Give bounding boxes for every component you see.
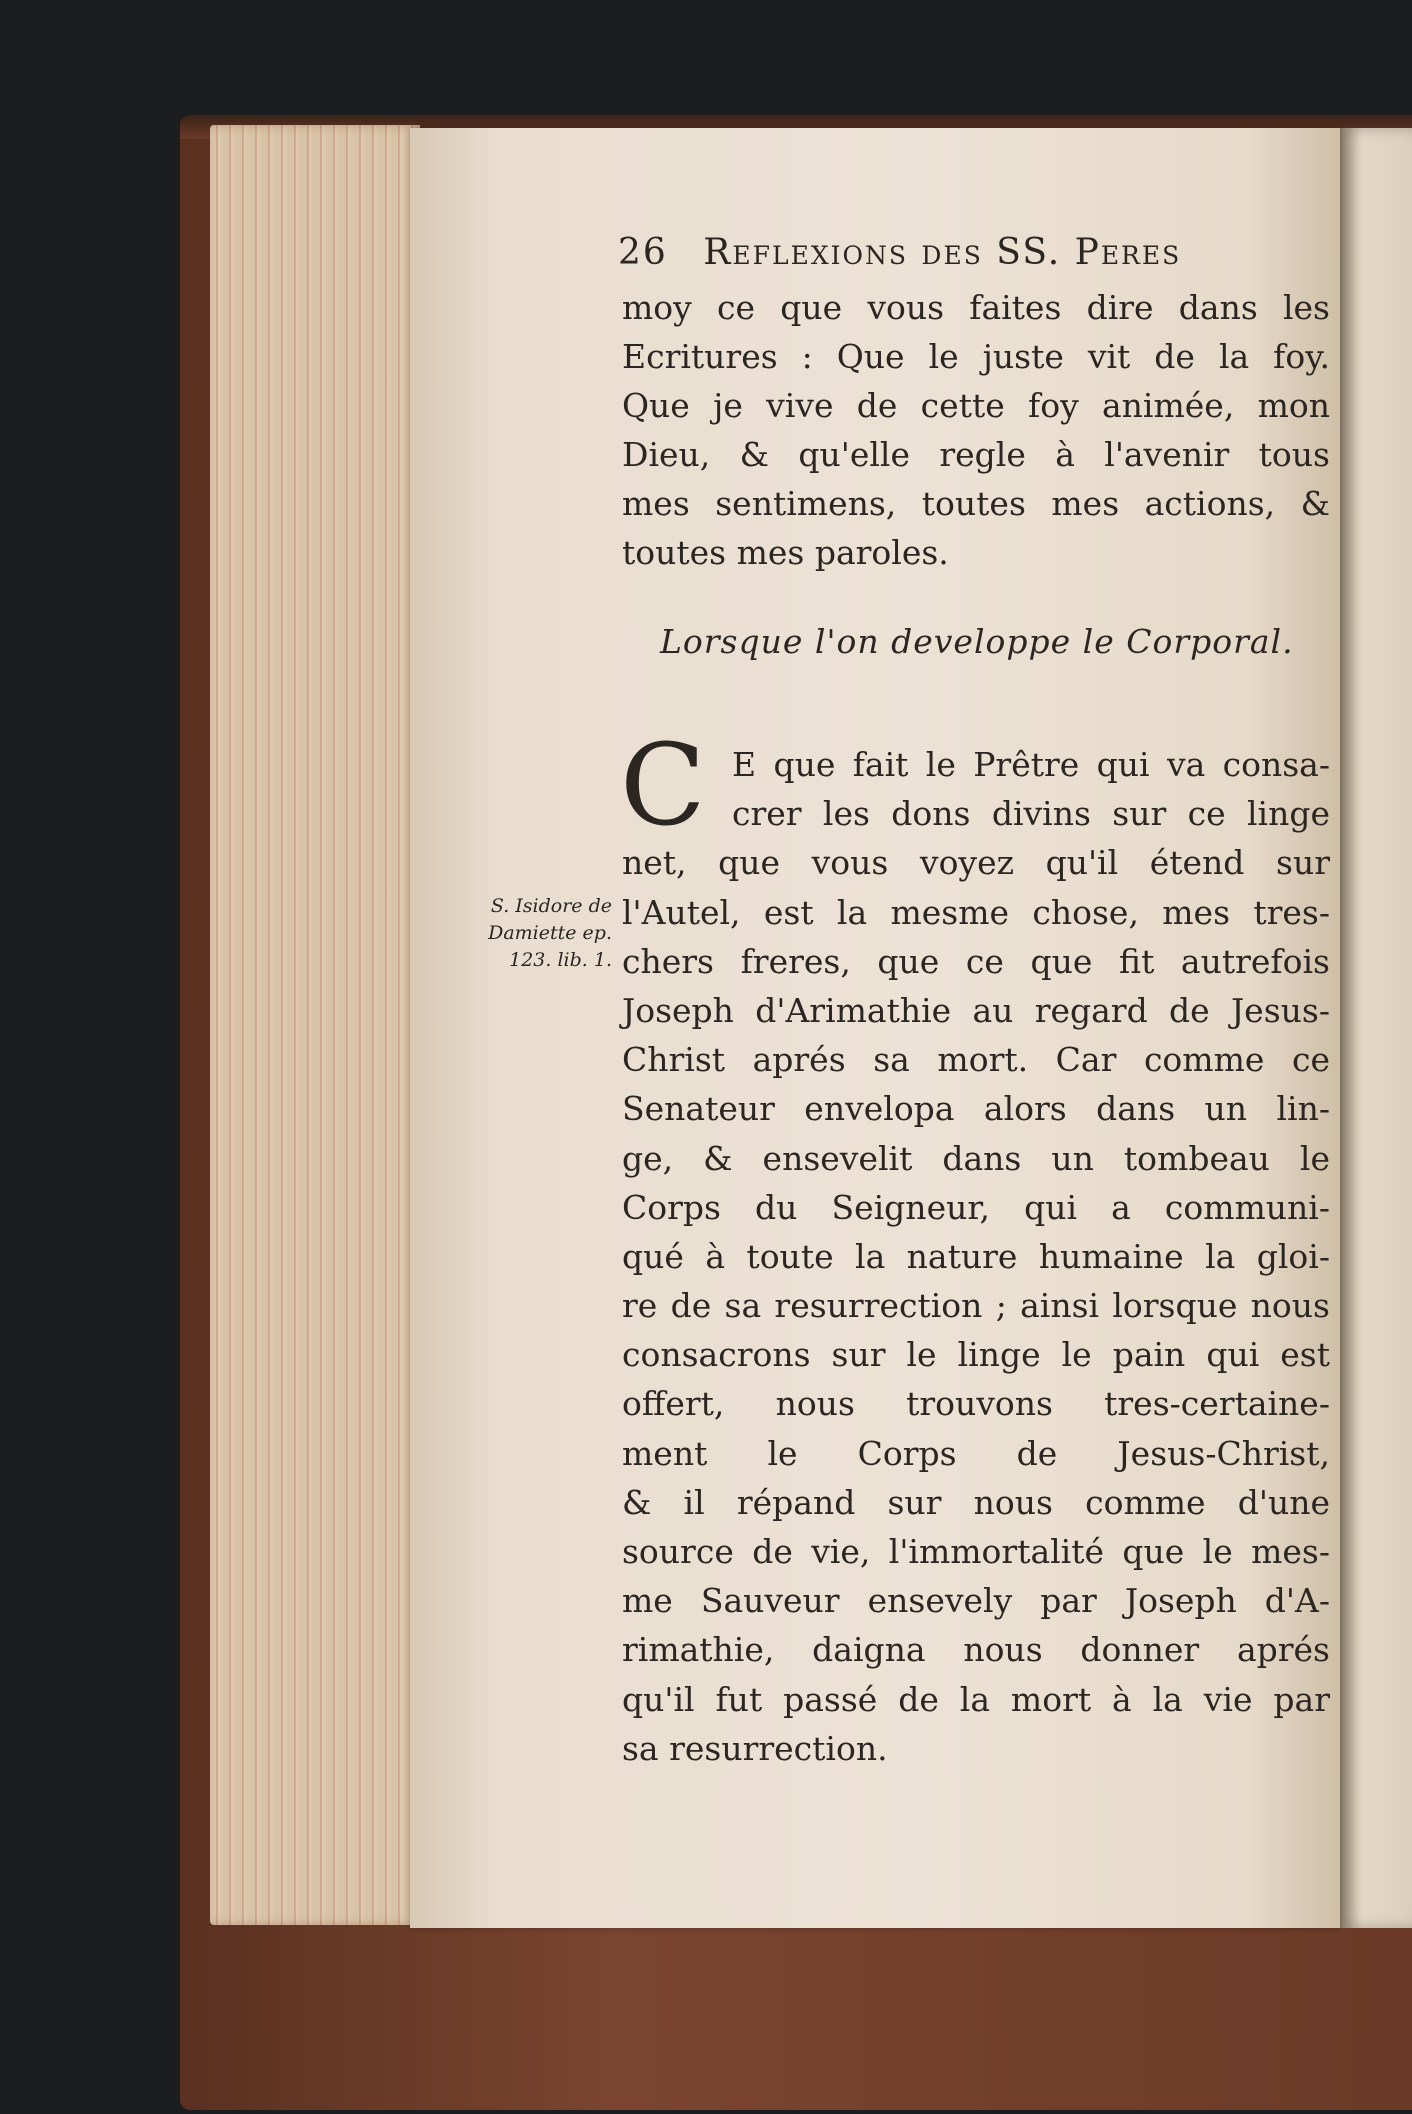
text-line: sa resurrection. [622,1728,888,1768]
text-line: me Sauveur ensevely par Joseph d'A- [622,1581,1330,1621]
text-line: rimathie, daigna nous donner aprés [622,1630,1330,1670]
text-line: qué à toute la nature humaine la gloi- [622,1236,1330,1276]
text-line: mes sentimens, toutes mes actions, & [622,484,1330,523]
margin-note-line: S. Isidore de [490,895,612,917]
text-line: re de sa resurrection ; ainsi lorsque nous [622,1286,1330,1326]
text-line: Que je vive de cette foy animée, mon [622,386,1330,425]
intro-text [622,283,1330,577]
text-line: l'Autel, est la mesme chose, mes tres- [622,892,1330,932]
text-line: net, que vous voyez qu'il étend sur [622,843,1330,883]
text-line: Joseph d'Arimathie au regard de Jesus- [622,990,1330,1030]
text-line: ge, & ensevelit dans un tombeau le [622,1138,1330,1178]
text-line: Ecritures : Que le juste vit de la foy. [622,337,1330,376]
text-line: offert, nous trouvons tres-certaine- [622,1384,1330,1424]
page-header-title: Reflexions des SS. Peres [703,232,1182,273]
facing-page-edge [1340,128,1412,1928]
text-line: toutes mes paroles. [622,533,949,572]
text-line: Senateur envelopa alors dans un lin- [622,1089,1330,1129]
text-line: Dieu, & qu'elle regle à l'avenir tous [622,435,1330,474]
text-line: qu'il fut passé de la mort à la vie par [622,1679,1330,1719]
text-line: Corps du Seigneur, qui a communi- [622,1187,1330,1227]
section-title: Lorsque l'on developpe le Corporal. [660,622,1294,661]
running-head [618,232,1318,282]
text-line: E que fait le Prêtre qui va consa- [732,745,1330,784]
page-edges [210,125,420,1925]
text-line: consacrons sur le linge le pain qui est [622,1335,1330,1375]
text-line: moy ce que vous faites dire dans les [622,288,1330,327]
margin-note [442,893,612,974]
page-number: 26 [618,232,668,273]
text-line: ment le Corps de Jesus-Christ, [622,1433,1330,1473]
drop-cap: C [620,721,706,851]
margin-note-line: Damiette ep. [488,922,612,944]
text-line: crer les dons divins sur ce linge [732,794,1330,834]
text-line: chers freres, que ce que fit autrefois [622,941,1330,981]
text-line: & il répand sur nous comme d'une [622,1482,1330,1522]
text-line: source de vie, l'immortalité que le mes- [622,1532,1330,1571]
text-line: Christ aprés sa mort. Car comme ce [622,1040,1330,1080]
margin-note-line: 123. lib. 1. [509,949,612,971]
main-paragraph [622,740,1330,1773]
